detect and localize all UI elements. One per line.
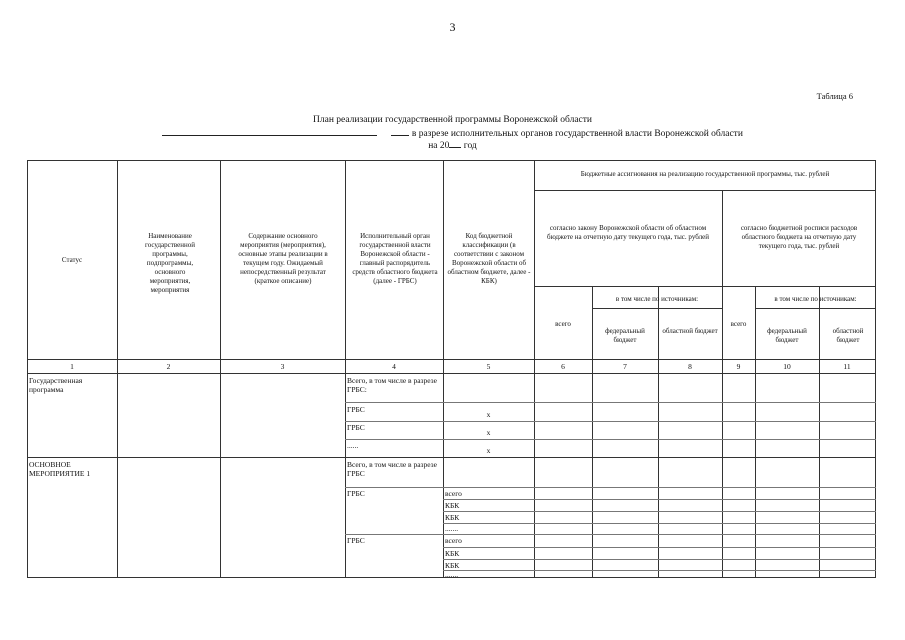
status-main-event: ОСНОВНОЕ МЕРОПРИЯТИЕ 1 (29, 460, 91, 478)
plan-table (27, 160, 876, 578)
title-year-prefix: на 20 (428, 141, 450, 151)
title-year-suffix: год (463, 141, 477, 151)
grid-hline (592, 308, 722, 309)
grid-vline (722, 190, 723, 578)
executor-dots: ...... (347, 441, 359, 450)
table-label: Таблица 6 (816, 91, 853, 101)
grid-hline (345, 402, 876, 403)
grid-hline (345, 421, 876, 422)
header-law: согласно закону Воронежской области об областном бюджете на отчетную дату текущего года, тыс. рублей (547, 224, 709, 241)
kbk-x: х (486, 410, 491, 419)
grid-hline (345, 487, 876, 488)
column-number: 2 (166, 362, 171, 371)
kbk-x: х (486, 446, 491, 455)
executor-grbs: ГРБС (347, 536, 365, 545)
kbk-dots: ....... (445, 570, 459, 579)
kbk-code: КБК (445, 501, 460, 510)
header-budget-group: Бюджетные ассигнования на реализацию государственной программы, тыс. рублей (580, 170, 830, 178)
grid-hline (443, 511, 876, 512)
executor-total-grbs: Всего, в том числе в разрезе ГРБС: (347, 376, 437, 394)
grid-hline (27, 373, 876, 374)
column-number: 5 (486, 362, 491, 371)
title-line-2-text: в разрезе исполнительных органов государственной власти Воронежской области (411, 129, 743, 139)
grid-hline (27, 359, 876, 360)
kbk-x: х (486, 428, 491, 437)
grid-hline (443, 499, 876, 500)
column-number: 9 (736, 362, 741, 371)
grid-hline (534, 286, 876, 287)
column-number: 1 (70, 362, 74, 371)
column-number: 6 (561, 362, 565, 371)
executor-grbs: ГРБС (347, 423, 365, 432)
executor-total-grbs: Всего, в том числе в разрезе ГРБС (347, 460, 437, 478)
header-kbk: Код бюджетной классификации (в соответствии с законом Воронежской области об областном бюджете, далее - КБК) (447, 232, 531, 285)
header-status: Статус (61, 256, 83, 264)
column-number: 7 (623, 362, 627, 371)
title-year-blank (449, 138, 461, 148)
grid-hline (755, 308, 876, 309)
header-sources-law: в том числе по источникам: (615, 295, 699, 303)
column-number: 11 (843, 362, 851, 371)
executor-grbs: ГРБС (347, 489, 365, 498)
kbk-code: КБК (445, 549, 460, 558)
header-federal-law: федеральный бюджет (605, 327, 645, 344)
kbk-code: КБК (445, 561, 460, 570)
title-line-3 (0, 138, 905, 152)
header-total-roster: всего (730, 320, 747, 328)
header-federal-roster: федеральный бюджет (767, 327, 807, 344)
header-regional-law: областной бюджет (662, 327, 718, 335)
header-name: Наименование государственной программы, подпрограммы, основного мероприятия, мероприятия (145, 232, 195, 294)
grid-hline (27, 457, 876, 458)
header-roster: согласно бюджетной росписи расходов областного бюджета на отчетную дату текущего года, тыс. рублей (740, 224, 858, 250)
grid-hline (443, 547, 876, 548)
kbk-total: всего (445, 489, 462, 498)
grid-vline (875, 160, 876, 578)
kbk-dots: ....... (445, 524, 459, 533)
grid-hline (27, 160, 876, 161)
title-blank-short (391, 126, 409, 136)
executor-grbs: ГРБС (347, 405, 365, 414)
column-number: 3 (280, 362, 285, 371)
grid-hline (443, 559, 876, 560)
document-title: План реализации государственной программы Воронежской области (313, 115, 592, 125)
column-number: 8 (688, 362, 692, 371)
page-number: 3 (449, 20, 456, 34)
status-program: Государственная программа (29, 376, 83, 394)
header-total-law: всего (555, 320, 571, 328)
header-content: Содержание основного мероприятия (мероприятия), основные этапы реализации в текущем году. Ожидаемый непосредственный результат (краткое описание) (238, 232, 328, 285)
header-sources-roster: в том числе по источникам: (774, 295, 857, 303)
header-regional-roster: областной бюджет (832, 327, 864, 344)
grid-hline (534, 190, 876, 191)
kbk-code: КБК (445, 513, 460, 522)
column-number: 10 (783, 362, 791, 371)
grid-hline (345, 534, 876, 535)
kbk-total: всего (445, 536, 462, 545)
title-blank-long (162, 126, 377, 136)
column-number: 4 (392, 362, 396, 371)
grid-hline (345, 439, 876, 440)
header-executor: Исполнительный орган государственной власти Воронежской области - главный распорядитель средств областного бюджета (далее - ГРБС) (352, 232, 438, 285)
